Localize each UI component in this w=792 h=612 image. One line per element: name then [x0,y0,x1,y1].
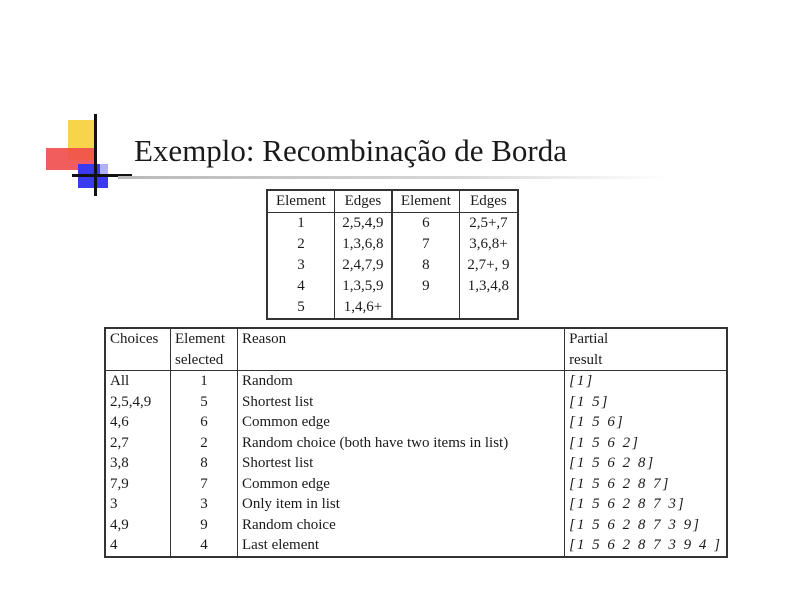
table-row [105,515,727,536]
choices-header-partial [565,328,727,371]
choices-cell-element: 2 [171,433,238,454]
table-row [105,535,727,557]
choices-cell-reason: Random choice [238,515,565,536]
choices-header-reason: Reason [238,328,565,371]
edges-cell-edges-1: 1,4,6+ [334,297,392,319]
choices-cell-partial-result: [1 5 6 2 8] [569,455,656,471]
edges-cell-edges-2: 1,3,4,8 [467,278,510,294]
edges-cell-element-1: 5 [267,297,334,319]
edges-cell-element-2 [392,297,459,319]
choices-table-header-row [105,328,727,371]
choices-cell-choices: 2,5,4,9 [105,392,171,413]
choices-cell-element: 5 [171,392,238,413]
choices-cell-choices: 3,8 [105,453,171,474]
choices-cell-reason: Only item in list [238,494,565,515]
choices-cell-reason: Random [238,371,565,392]
choices-cell-partial-result: [1 5 6 2 8 7 3 9] [569,516,701,533]
choices-table [104,327,728,558]
choices-cell-choices: 3 [105,494,171,515]
choices-header-partial-line2: result [569,351,603,368]
choices-cell-choices: 4 [105,535,171,557]
edges-cell-element-2: 7 [392,234,459,255]
choices-cell-element: 6 [171,412,238,433]
table-row [105,371,727,392]
table-row [105,412,727,433]
edges-cell-edges-1: 2,5,4,9 [334,213,392,235]
edges-cell-element-1: 4 [267,276,334,297]
edges-table [266,189,519,320]
choices-header-choices: Choices [105,328,171,371]
edges-header-element-2: Element [392,190,459,213]
edges-cell-element-1: 2 [267,234,334,255]
choices-cell-partial-result: [1 5 6] [569,414,625,430]
choices-cell-reason: Random choice (both have two items in list) [238,433,565,454]
choices-cell-reason: Shortest list [238,392,565,413]
choices-cell-partial-result: [1 5 6 2 8 7 3] [569,496,686,512]
edges-header-edges-1: Edges [334,190,392,213]
edges-cell-edges-2 [459,297,518,319]
choices-header-element [171,328,238,371]
table-row [105,392,727,413]
edges-table-header-row [267,190,518,213]
edges-cell-element-1: 3 [267,255,334,276]
table-row [267,276,518,297]
table-row [105,433,727,454]
choices-cell-reason: Shortest list [238,453,565,474]
edges-header-element-1: Element [267,190,334,213]
choices-cell-choices: 7,9 [105,474,171,495]
title-underline [118,176,670,179]
edges-cell-element-2: 6 [392,213,459,235]
choices-cell-choices: 4,6 [105,412,171,433]
table-row [267,213,518,235]
table-row [267,255,518,276]
title-ornament-icon [44,110,134,200]
edges-cell-edges-2: 3,6,8+ [469,236,508,252]
table-row [105,474,727,495]
table-row [267,297,518,319]
choices-cell-element: 9 [171,515,238,536]
edges-cell-element-1: 1 [267,213,334,235]
ornament-highlight [100,150,120,176]
edges-cell-edges-1: 1,3,5,9 [334,276,392,297]
choices-cell-choices: 2,7 [105,433,171,454]
choices-cell-reason: Last element [238,535,565,557]
choices-cell-reason: Common edge [238,474,565,495]
slide-title: Exemplo: Recombinação de Borda [134,133,568,168]
choices-header-element-line1: Element [175,331,225,347]
choices-cell-partial-result: [1 5 6 2 8 7 3 9 4 ] [569,537,722,553]
choices-cell-partial-result: [1 5 6 2] [569,434,640,451]
edges-cell-element-2: 8 [392,255,459,276]
ornament-vertical-line [94,114,97,196]
edges-cell-element-2: 9 [392,276,459,297]
choices-cell-choices: All [105,371,171,392]
choices-cell-partial-result: [1] [569,373,595,389]
choices-cell-element: 1 [171,371,238,392]
choices-cell-element: 7 [171,474,238,495]
table-row [105,453,727,474]
edges-cell-edges-2: 2,5+,7 [469,215,508,231]
choices-cell-element: 4 [171,535,238,557]
choices-cell-partial-result: [1 5 6 2 8 7] [569,475,671,492]
choices-header-partial-line1: Partial [569,331,609,347]
choices-cell-element: 3 [171,494,238,515]
table-row [105,494,727,515]
choices-header-element-line2: selected [175,351,224,368]
choices-cell-element: 8 [171,453,238,474]
edges-cell-edges-1: 2,4,7,9 [334,255,392,276]
choices-cell-choices: 4,9 [105,515,171,536]
table-row [267,234,518,255]
edges-cell-edges-2: 2,7+, 9 [467,257,510,273]
edges-cell-edges-1: 1,3,6,8 [334,234,392,255]
edges-header-edges-2: Edges [459,190,518,213]
choices-cell-partial-result: [1 5] [569,393,610,410]
choices-cell-reason: Common edge [238,412,565,433]
